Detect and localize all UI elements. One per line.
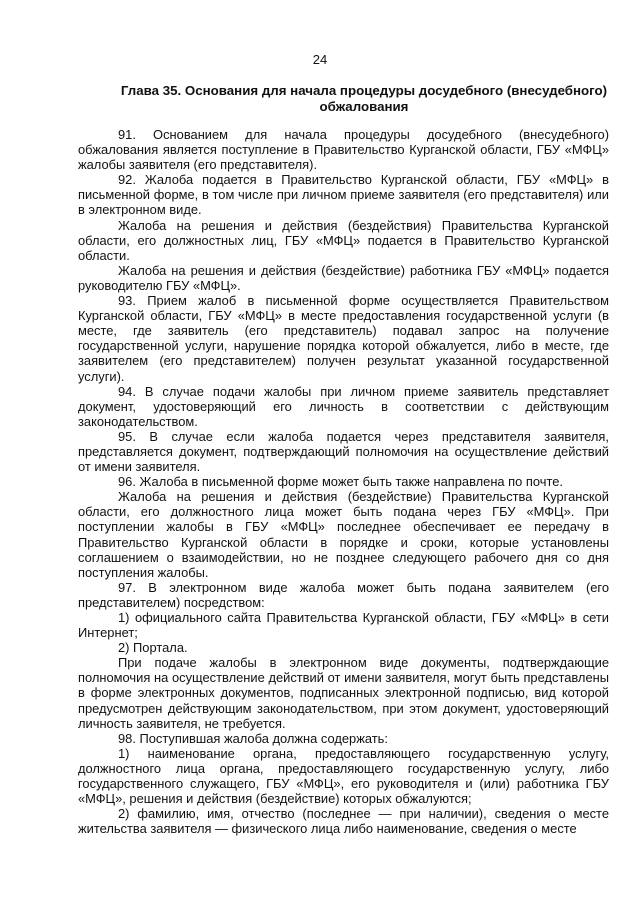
paragraph: 94. В случае подачи жалобы при личном приеме заявитель представляет документ, удостоверяющий его личность в соответствии с действующим законодательством. — [78, 383, 609, 429]
body-text — [78, 127, 609, 836]
paragraph: При подаче жалобы в электронном виде документы, подтверждающие полномочия на осуществление действий от имени заявителя, могут быть представлены в форме электронных документов, подписанных электронной подписью, вид которой предусмотрен действующим законодательством, при этом документ, удостоверяющий личность заявителя, не требуется. — [78, 655, 609, 731]
page-number: 24 — [312, 52, 328, 67]
paragraph: 92. Жалоба подается в Правительство Курганской области, ГБУ «МФЦ» в письменной форме, в том числе при личном приеме заявителя (его представителя) или в электронном виде. — [78, 172, 609, 218]
paragraph: 1) наименование органа, предоставляющего государственную услугу, должностного лица органа, предоставляющего государственную услугу, либо государственного служащего, ГБУ «МФЦ», его руководителя и (или) работника ГБУ «МФЦ», решения и действия (бездействие) которых обжалуются; — [78, 745, 609, 807]
chapter-title: Глава 35. Основания для начала процедуры досудебного (внесудебного) обжалования — [120, 83, 608, 114]
paragraph: 1) официального сайта Правительства Курганской области, ГБУ «МФЦ» в сети Интернет; — [78, 610, 609, 641]
paragraph: Жалоба на решения и действия (бездействие) Правительства Курганской области, его должностного лица может быть подана через ГБУ «МФЦ». При поступлении жалобы в ГБУ «МФЦ» последнее обеспечивает ее передачу в Правительство Курганской области в порядке и сроки, которые установлены соглашением о взаимодействии, но не позднее следующего рабочего дня со дня поступления жалобы. — [78, 489, 609, 580]
paragraph: 96. Жалоба в письменной форме может быть также направлена по почте. — [118, 474, 564, 490]
paragraph: 97. В электронном виде жалоба может быть подана заявителем (его представителем) посредством: — [78, 579, 609, 610]
paragraph: 2) фамилию, имя, отчество (последнее — при наличии), сведения о месте жительства заявителя — физического лица либо наименование, сведения о месте — [78, 806, 609, 837]
paragraph: 91. Основанием для начала процедуры досудебного (внесудебного) обжалования является поступление в Правительство Курганской области, ГБУ «МФЦ» жалобы заявителя (его представителя). — [78, 127, 609, 173]
paragraph: 2) Портала. — [118, 640, 188, 656]
paragraph: Жалоба на решения и действия (бездействие) работника ГБУ «МФЦ» подается руководителю ГБУ «МФЦ». — [78, 262, 609, 293]
paragraph: 93. Прием жалоб в письменной форме осуществляется Правительством Курганской области, ГБУ «МФЦ» в месте предоставления государственной услуги (в месте, где заявитель (его представитель) подавал запрос на получение государственной услуги, нарушение порядка которой обжалуется, либо в месте, где заявителем (его представителем) получен результат указанной государственной услуги). — [78, 293, 609, 384]
paragraph: 98. Поступившая жалоба должна содержать: — [118, 730, 388, 746]
paragraph: 95. В случае если жалоба подается через представителя заявителя, представляется документ, подтверждающий полномочия на осуществление действий от имени заявителя. — [78, 428, 609, 475]
paragraph: Жалоба на решения и действия (бездействия) Правительства Курганской области, его должностных лиц, ГБУ «МФЦ» подается в Правительство Курганской области. — [78, 217, 609, 263]
